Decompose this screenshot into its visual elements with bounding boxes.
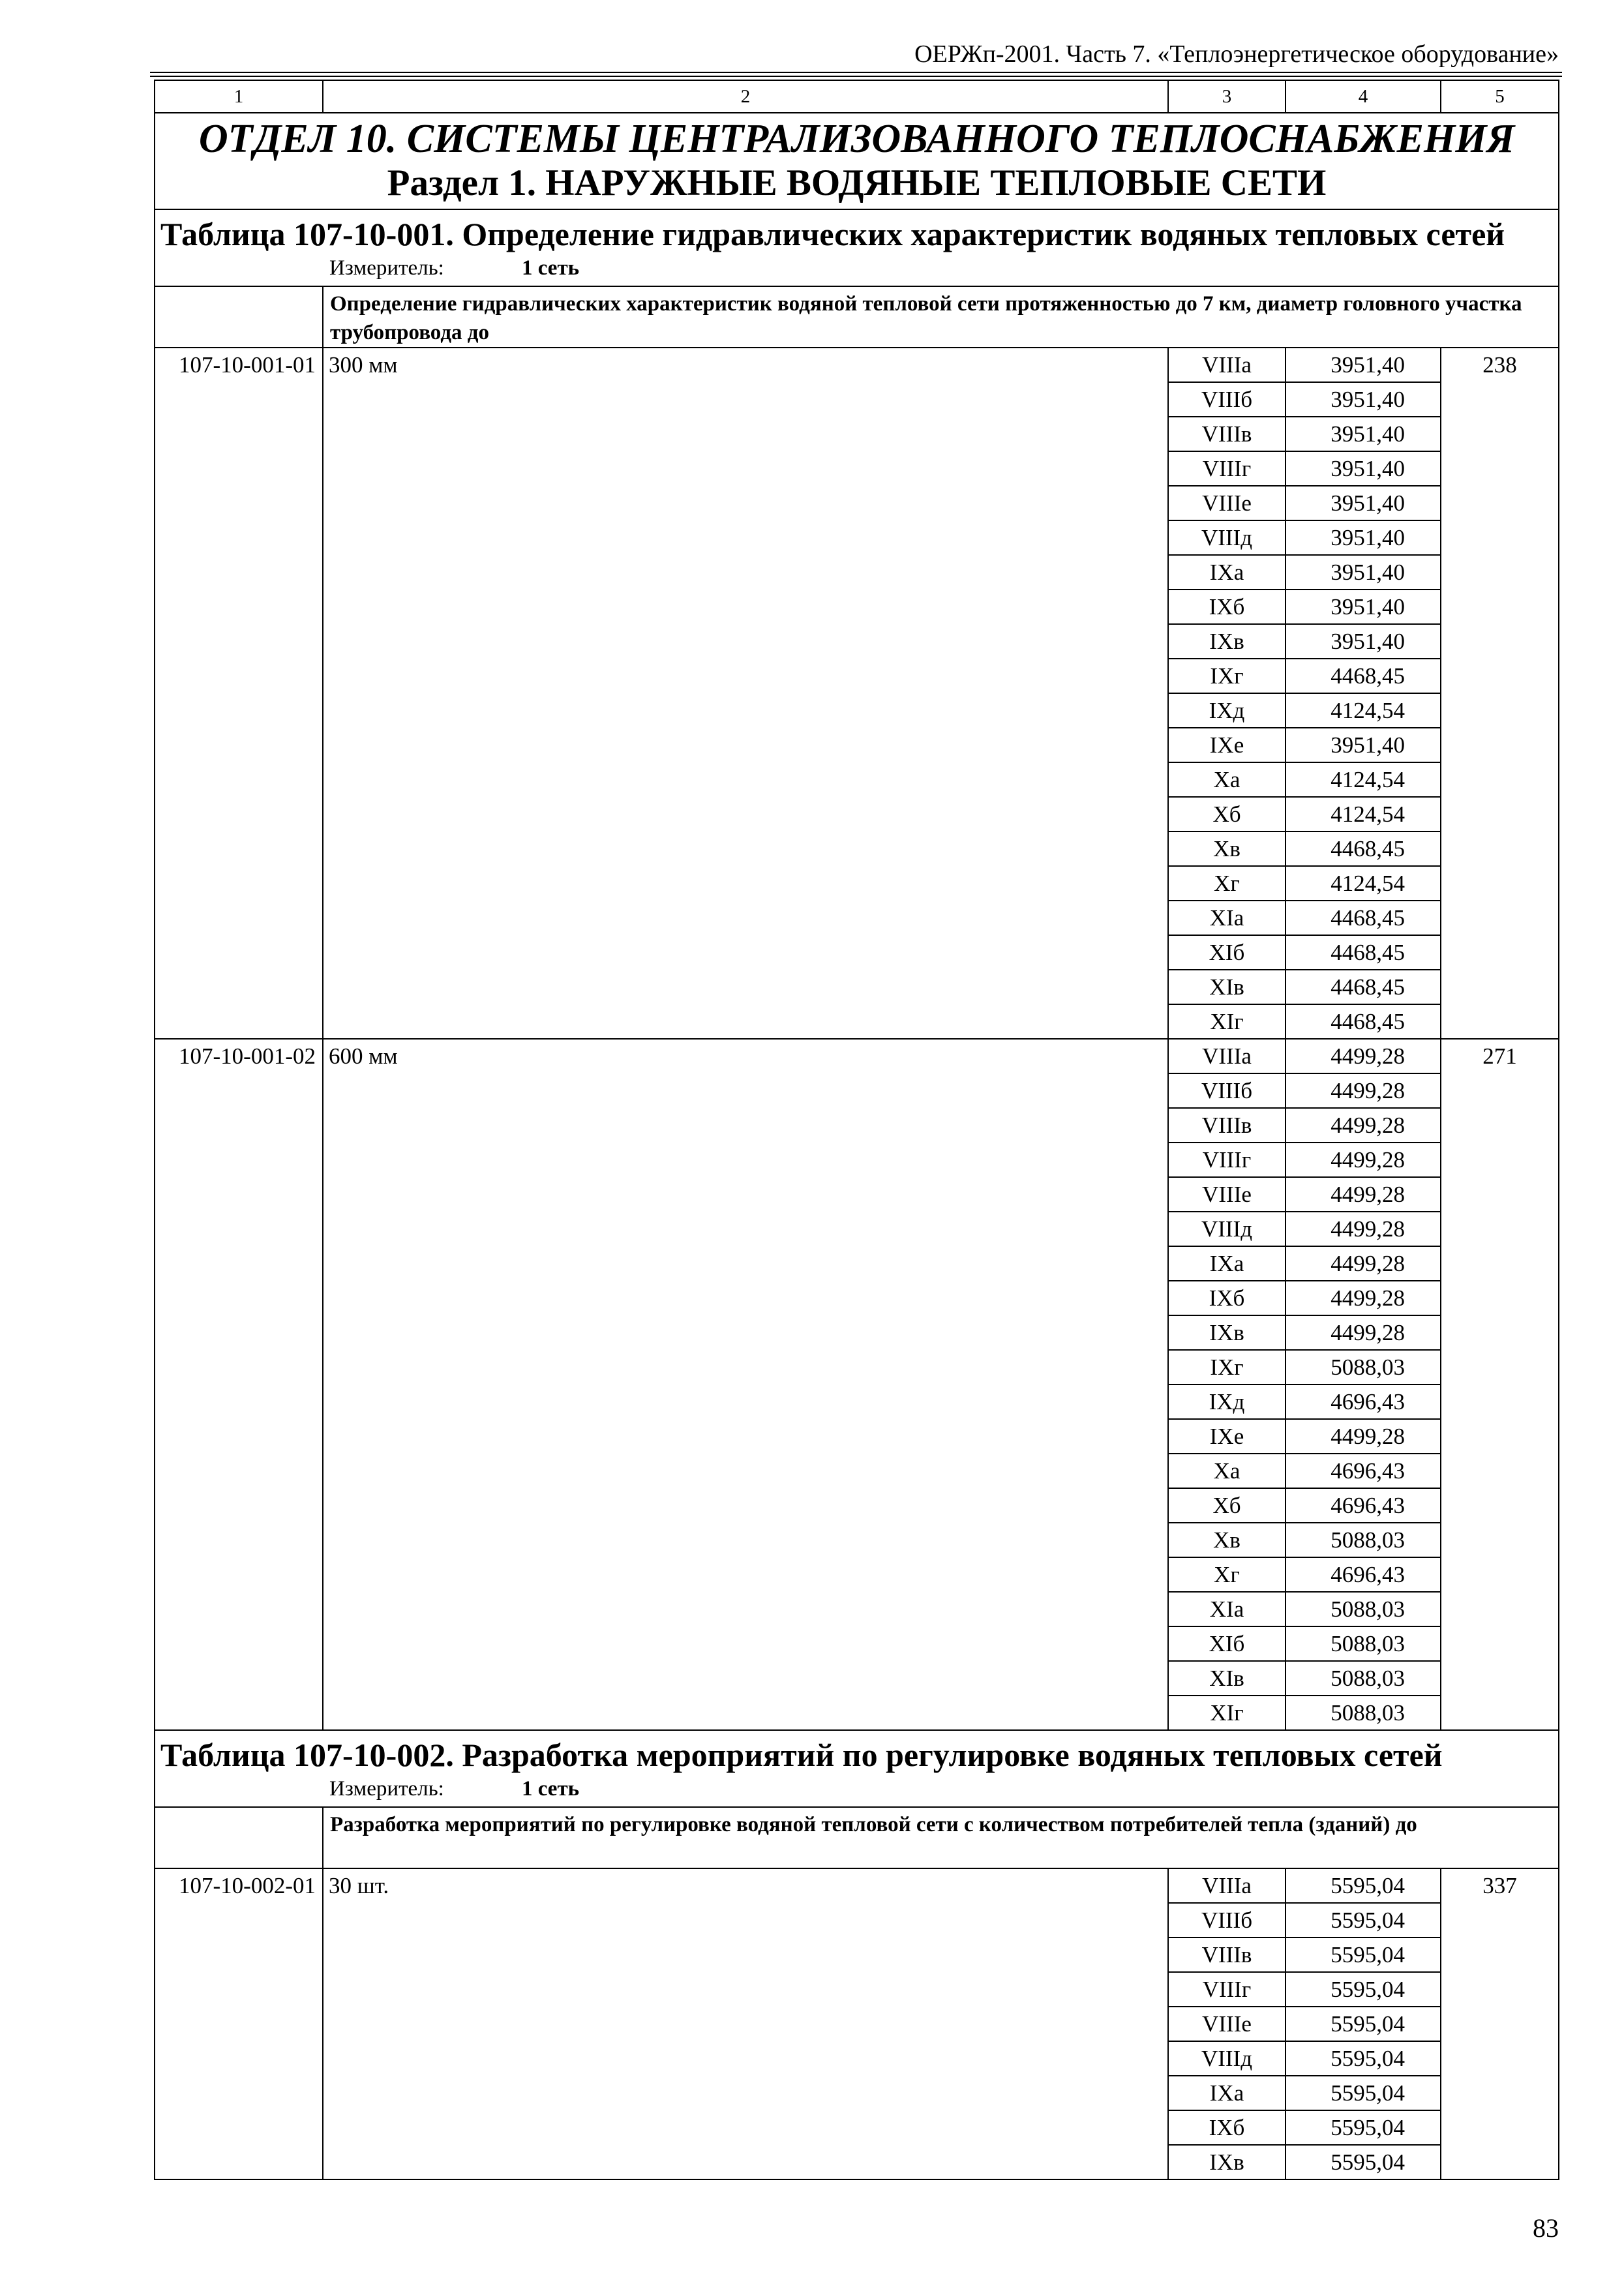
table-description: Разработка мероприятий по регулировке водяной тепловой сети с количеством потребителей тепла (зданий) до bbox=[323, 1807, 1559, 1868]
section-title: Раздел 1. НАРУЖНЫЕ ВОДЯНЫЕ ТЕПЛОВЫЕ СЕТИ bbox=[387, 162, 1327, 203]
page-number: 83 bbox=[1533, 2213, 1559, 2243]
zone-class: VIIIе bbox=[1168, 2007, 1286, 2041]
rate-value: 3951,40 bbox=[1286, 348, 1441, 382]
rate-value: 4499,28 bbox=[1286, 1281, 1441, 1315]
rate-value: 4499,28 bbox=[1286, 1143, 1441, 1177]
rate-value: 4124,54 bbox=[1286, 797, 1441, 831]
rate-value: 3951,40 bbox=[1286, 590, 1441, 624]
rate-value: 4696,43 bbox=[1286, 1384, 1441, 1419]
zone-class: XIв bbox=[1168, 970, 1286, 1004]
rate-value: 5595,04 bbox=[1286, 2041, 1441, 2076]
rate-value: 3951,40 bbox=[1286, 624, 1441, 659]
rate-value: 5088,03 bbox=[1286, 1592, 1441, 1626]
table-title: Таблица 107-10-001. Определение гидравлических характеристик водяных тепловых сетей bbox=[160, 216, 1505, 252]
rate-value: 5595,04 bbox=[1286, 1972, 1441, 2007]
rate-value: 4696,43 bbox=[1286, 1488, 1441, 1523]
zone-class: VIIIг bbox=[1168, 1143, 1286, 1177]
zone-class: Xа bbox=[1168, 762, 1286, 797]
zone-class: XIв bbox=[1168, 1661, 1286, 1696]
zone-class: XIг bbox=[1168, 1696, 1286, 1730]
rate-value: 4499,28 bbox=[1286, 1419, 1441, 1454]
rate-value: 4124,54 bbox=[1286, 693, 1441, 728]
rate-value: 3951,40 bbox=[1286, 451, 1441, 486]
rate-value: 5595,04 bbox=[1286, 1903, 1441, 1937]
measure-label: Измеритель: bbox=[329, 256, 444, 280]
department-title: ОТДЕЛ 10. СИСТЕМЫ ЦЕНТРАЛИЗОВАННОГО ТЕПЛОСНАБЖЕНИЯ bbox=[198, 117, 1515, 161]
rate-value: 3951,40 bbox=[1286, 417, 1441, 451]
rate-price: 238 bbox=[1441, 348, 1559, 1039]
zone-class: IXе bbox=[1168, 728, 1286, 762]
rate-value: 4499,28 bbox=[1286, 1212, 1441, 1246]
description-code-cell bbox=[155, 286, 323, 348]
zone-class: VIIIв bbox=[1168, 1108, 1286, 1143]
measure-value: 1 сеть bbox=[522, 256, 580, 280]
zone-class: IXб bbox=[1168, 2110, 1286, 2145]
rate-value: 5088,03 bbox=[1286, 1350, 1441, 1384]
zone-class: Xв bbox=[1168, 1523, 1286, 1557]
description-row bbox=[155, 1807, 1559, 1868]
zone-class: IXа bbox=[1168, 2076, 1286, 2110]
rate-value: 4499,28 bbox=[1286, 1073, 1441, 1108]
rate-value: 5595,04 bbox=[1286, 2145, 1441, 2179]
zone-class: VIIIд bbox=[1168, 1212, 1286, 1246]
zone-class: IXд bbox=[1168, 1384, 1286, 1419]
zone-class: XIа bbox=[1168, 901, 1286, 935]
rate-value: 5088,03 bbox=[1286, 1523, 1441, 1557]
rate-code: 107-10-001-01 bbox=[155, 348, 323, 1039]
zone-class: VIIIб bbox=[1168, 1073, 1286, 1108]
column-number: 1 bbox=[155, 80, 323, 113]
rate-value: 4468,45 bbox=[1286, 970, 1441, 1004]
description-code-cell bbox=[155, 1807, 323, 1868]
rate-value: 3951,40 bbox=[1286, 728, 1441, 762]
zone-class: VIIIв bbox=[1168, 1937, 1286, 1972]
column-number: 2 bbox=[323, 80, 1168, 113]
rate-price: 337 bbox=[1441, 1868, 1559, 2179]
rate-value: 5595,04 bbox=[1286, 2007, 1441, 2041]
rate-value: 5088,03 bbox=[1286, 1626, 1441, 1661]
rate-value: 5088,03 bbox=[1286, 1661, 1441, 1696]
rate-name: 30 шт. bbox=[323, 1868, 1168, 2179]
rate-value: 4468,45 bbox=[1286, 1004, 1441, 1039]
zone-class: VIIIг bbox=[1168, 451, 1286, 486]
zone-class: XIг bbox=[1168, 1004, 1286, 1039]
zone-class: IXв bbox=[1168, 2145, 1286, 2179]
rate-value: 3951,40 bbox=[1286, 486, 1441, 520]
zone-class: Xа bbox=[1168, 1454, 1286, 1488]
measure-line bbox=[155, 1775, 1558, 1806]
rate-value: 4696,43 bbox=[1286, 1557, 1441, 1592]
rate-value: 5595,04 bbox=[1286, 2076, 1441, 2110]
zone-class: IXд bbox=[1168, 693, 1286, 728]
measure-label: Измеритель: bbox=[329, 1777, 444, 1801]
column-number-row bbox=[155, 80, 1559, 113]
column-number: 5 bbox=[1441, 80, 1559, 113]
rate-value: 4124,54 bbox=[1286, 762, 1441, 797]
zone-class: IXа bbox=[1168, 1246, 1286, 1281]
rate-value: 4499,28 bbox=[1286, 1108, 1441, 1143]
description-row bbox=[155, 286, 1559, 348]
table-row bbox=[155, 1868, 1559, 1903]
rate-value: 4499,28 bbox=[1286, 1315, 1441, 1350]
table-header-cell bbox=[155, 1730, 1559, 1807]
rate-value: 4499,28 bbox=[1286, 1246, 1441, 1281]
rate-value: 3951,40 bbox=[1286, 382, 1441, 417]
table-header-row bbox=[155, 1730, 1559, 1807]
zone-class: VIIIа bbox=[1168, 1039, 1286, 1073]
rate-value: 5088,03 bbox=[1286, 1696, 1441, 1730]
zone-class: IXе bbox=[1168, 1419, 1286, 1454]
rate-value: 5595,04 bbox=[1286, 1868, 1441, 1903]
rate-value: 4468,45 bbox=[1286, 901, 1441, 935]
zone-class: XIа bbox=[1168, 1592, 1286, 1626]
zone-class: IXб bbox=[1168, 1281, 1286, 1315]
column-number: 3 bbox=[1168, 80, 1286, 113]
table-description: Определение гидравлических характеристик водяной тепловой сети протяженностью до 7 км, диаметр головного участка трубопровода до bbox=[323, 286, 1559, 348]
zone-class: XIб bbox=[1168, 935, 1286, 970]
rate-value: 4468,45 bbox=[1286, 935, 1441, 970]
rate-price: 271 bbox=[1441, 1039, 1559, 1730]
table-row bbox=[155, 348, 1559, 382]
zone-class: IXв bbox=[1168, 1315, 1286, 1350]
zone-class: IXг bbox=[1168, 659, 1286, 693]
zone-class: VIIIа bbox=[1168, 348, 1286, 382]
rate-value: 4124,54 bbox=[1286, 866, 1441, 901]
table-row bbox=[155, 1039, 1559, 1073]
zone-class: VIIIд bbox=[1168, 520, 1286, 555]
zone-class: VIIIб bbox=[1168, 382, 1286, 417]
zone-class: IXа bbox=[1168, 555, 1286, 590]
rate-value: 4468,45 bbox=[1286, 659, 1441, 693]
zone-class: VIIIд bbox=[1168, 2041, 1286, 2076]
header-rule-bottom bbox=[150, 76, 1562, 77]
rate-value: 4696,43 bbox=[1286, 1454, 1441, 1488]
zone-class: Xб bbox=[1168, 1488, 1286, 1523]
zone-class: Xв bbox=[1168, 831, 1286, 866]
zone-class: IXг bbox=[1168, 1350, 1286, 1384]
zone-class: VIIIб bbox=[1168, 1903, 1286, 1937]
table-header-row bbox=[155, 209, 1559, 286]
rate-value: 4499,28 bbox=[1286, 1177, 1441, 1212]
zone-class: IXб bbox=[1168, 590, 1286, 624]
zone-class: XIб bbox=[1168, 1626, 1286, 1661]
title-row bbox=[155, 113, 1559, 209]
zone-class: VIIIе bbox=[1168, 1177, 1286, 1212]
rate-name: 600 мм bbox=[323, 1039, 1168, 1730]
rate-code: 107-10-002-01 bbox=[155, 1868, 323, 2179]
zone-class: VIIIа bbox=[1168, 1868, 1286, 1903]
table-header-cell bbox=[155, 209, 1559, 286]
rate-value: 5595,04 bbox=[1286, 2110, 1441, 2145]
zone-class: Xг bbox=[1168, 1557, 1286, 1592]
column-number: 4 bbox=[1286, 80, 1441, 113]
page-header: ОЕРЖп-2001. Часть 7. «Теплоэнергетическое оборудование» bbox=[914, 40, 1559, 68]
zone-class: Xг bbox=[1168, 866, 1286, 901]
rate-value: 3951,40 bbox=[1286, 555, 1441, 590]
zone-class: VIIIв bbox=[1168, 417, 1286, 451]
measure-value: 1 сеть bbox=[522, 1777, 580, 1801]
zone-class: IXв bbox=[1168, 624, 1286, 659]
rate-value: 4499,28 bbox=[1286, 1039, 1441, 1073]
measure-line bbox=[155, 254, 1558, 286]
zone-class: Xб bbox=[1168, 797, 1286, 831]
zone-class: VIIIе bbox=[1168, 486, 1286, 520]
table-title: Таблица 107-10-002. Разработка мероприятий по регулировке водяных тепловых сетей bbox=[160, 1737, 1443, 1773]
header-rule-top bbox=[150, 72, 1562, 73]
rate-value: 3951,40 bbox=[1286, 520, 1441, 555]
rates-table bbox=[154, 80, 1559, 2180]
rate-name: 300 мм bbox=[323, 348, 1168, 1039]
rate-value: 5595,04 bbox=[1286, 1937, 1441, 1972]
rate-code: 107-10-001-02 bbox=[155, 1039, 323, 1730]
zone-class: VIIIг bbox=[1168, 1972, 1286, 2007]
rate-value: 4468,45 bbox=[1286, 831, 1441, 866]
